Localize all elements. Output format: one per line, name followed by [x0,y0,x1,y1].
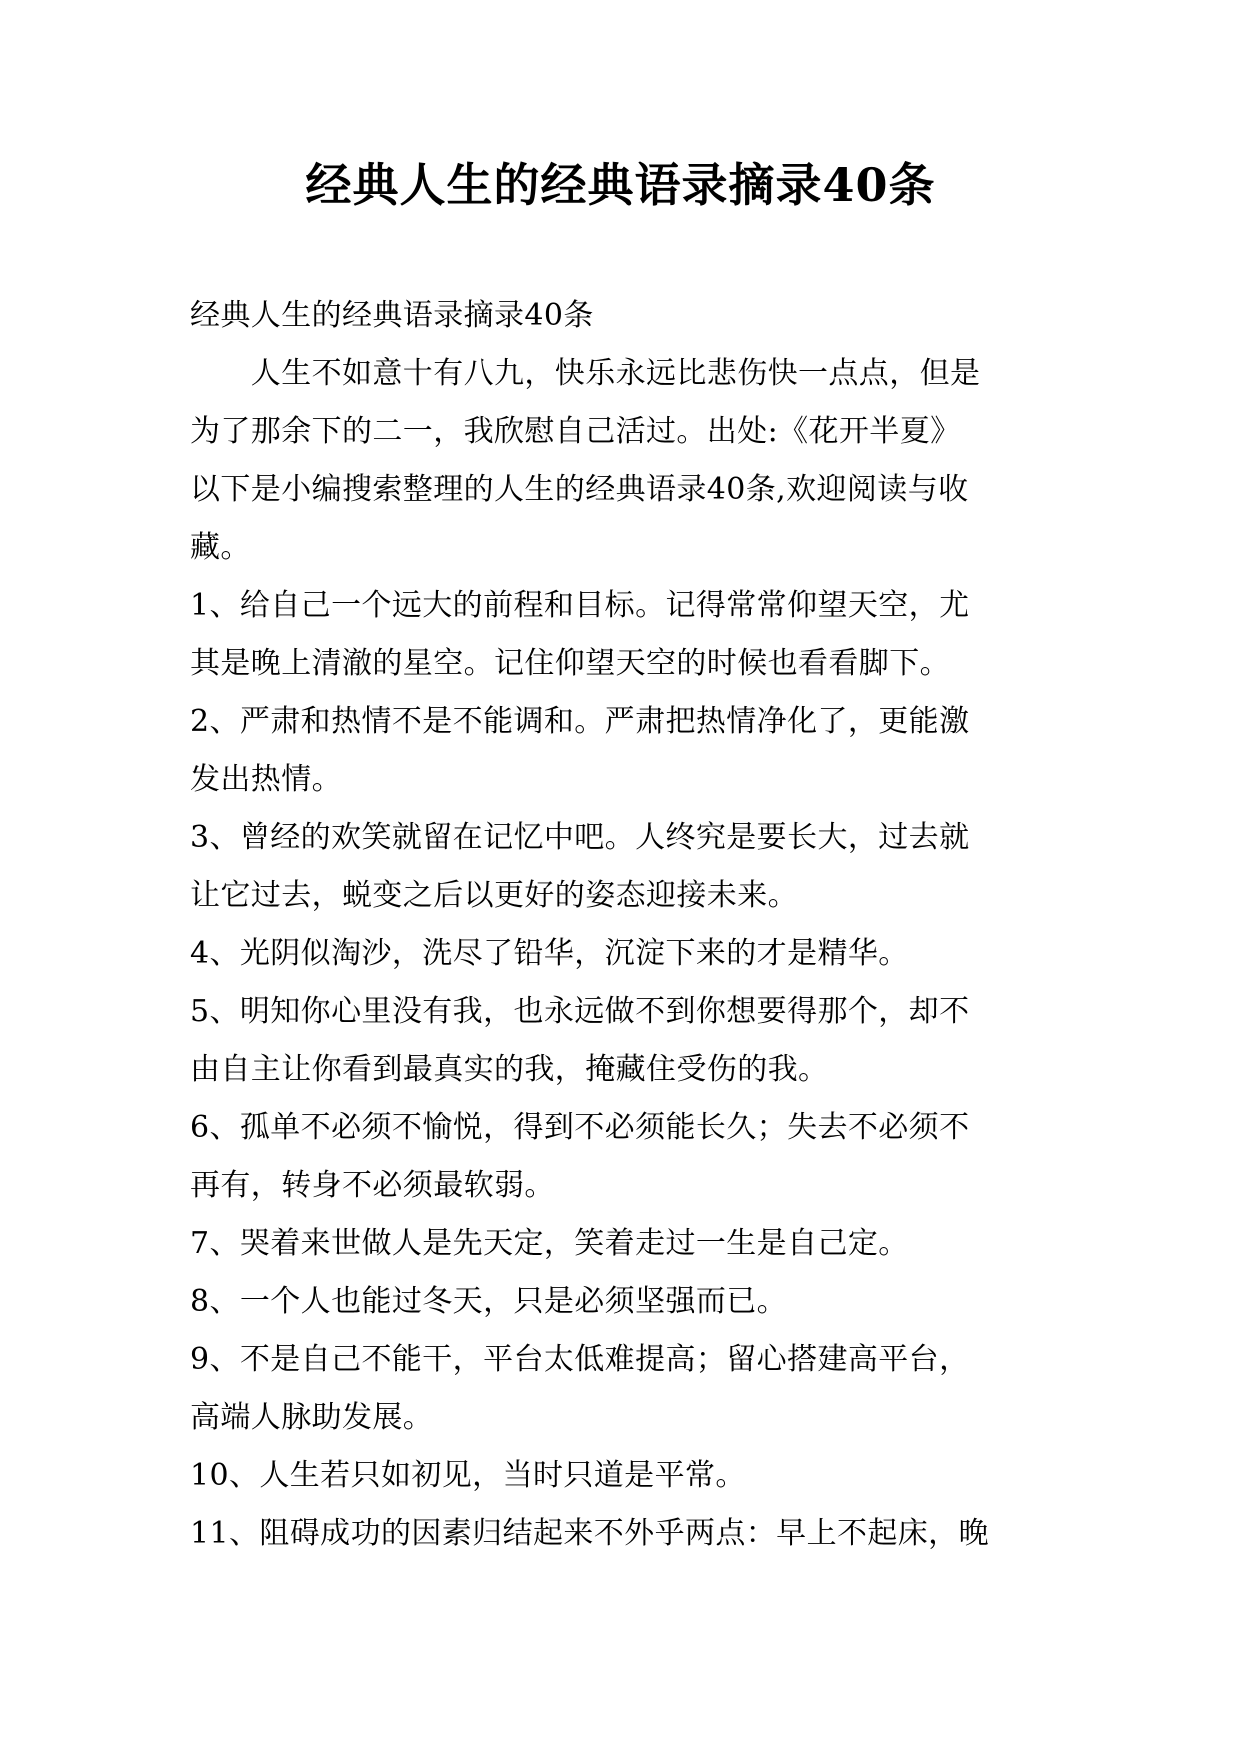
body-line: 人生不如意十有八九，快乐永远比悲伤快一点点，但是 [190,356,981,391]
body-line: 1、给自己一个远大的前程和目标。记得常常仰望天空，尤 [190,588,970,623]
body-line: 8、一个人也能过冬天，只是必须坚强而已。 [190,1284,788,1319]
body-line: 发出热情。 [190,762,342,797]
body-line: 其是晚上清澈的星空。记住仰望天空的时候也看看脚下。 [190,646,950,681]
body-line: 由自主让你看到最真实的我，掩藏住受伤的我。 [190,1052,829,1087]
body-line: 再有，转身不必须最软弱。 [190,1168,555,1203]
body-line: 高端人脉助发展。 [190,1400,434,1435]
body-line: 经典人生的经典语录摘录40条 [190,298,594,333]
body-line: 4、光阴似淘沙，洗尽了铅华，沉淀下来的才是精华。 [190,936,909,971]
body-line: 5、明知你心里没有我，也永远做不到你想要得那个，却不 [190,994,970,1029]
body-line: 以下是小编搜索整理的人生的经典语录40条,欢迎阅读与收 [190,472,969,507]
document-title: 经典人生的经典语录摘录40条 [305,158,936,212]
body-line: 6、孤单不必须不愉悦，得到不必须能长久；失去不必须不 [190,1110,970,1145]
body-line: 11、阻碍成功的因素归结起来不外乎两点：早上不起床，晚 [190,1516,989,1551]
body-line: 藏。 [190,530,251,565]
document-body [190,287,1060,1563]
body-line: 2、严肃和热情不是不能调和。严肃把热情净化了，更能激 [190,704,970,739]
body-line: 7、哭着来世做人是先天定，笑着走过一生是自己定。 [190,1226,909,1261]
body-line: 3、曾经的欢笑就留在记忆中吧。人终究是要长大，过去就 [190,820,970,855]
body-line: 10、人生若只如初见，当时只道是平常。 [190,1458,746,1493]
body-line: 9、不是自己不能干，平台太低难提高；留心搭建高平台， [190,1342,970,1377]
body-line: 让它过去，蜕变之后以更好的姿态迎接未来。 [190,878,798,913]
body-line: 为了那余下的二一，我欣慰自己活过。出处:《花开半夏》 [190,414,961,449]
